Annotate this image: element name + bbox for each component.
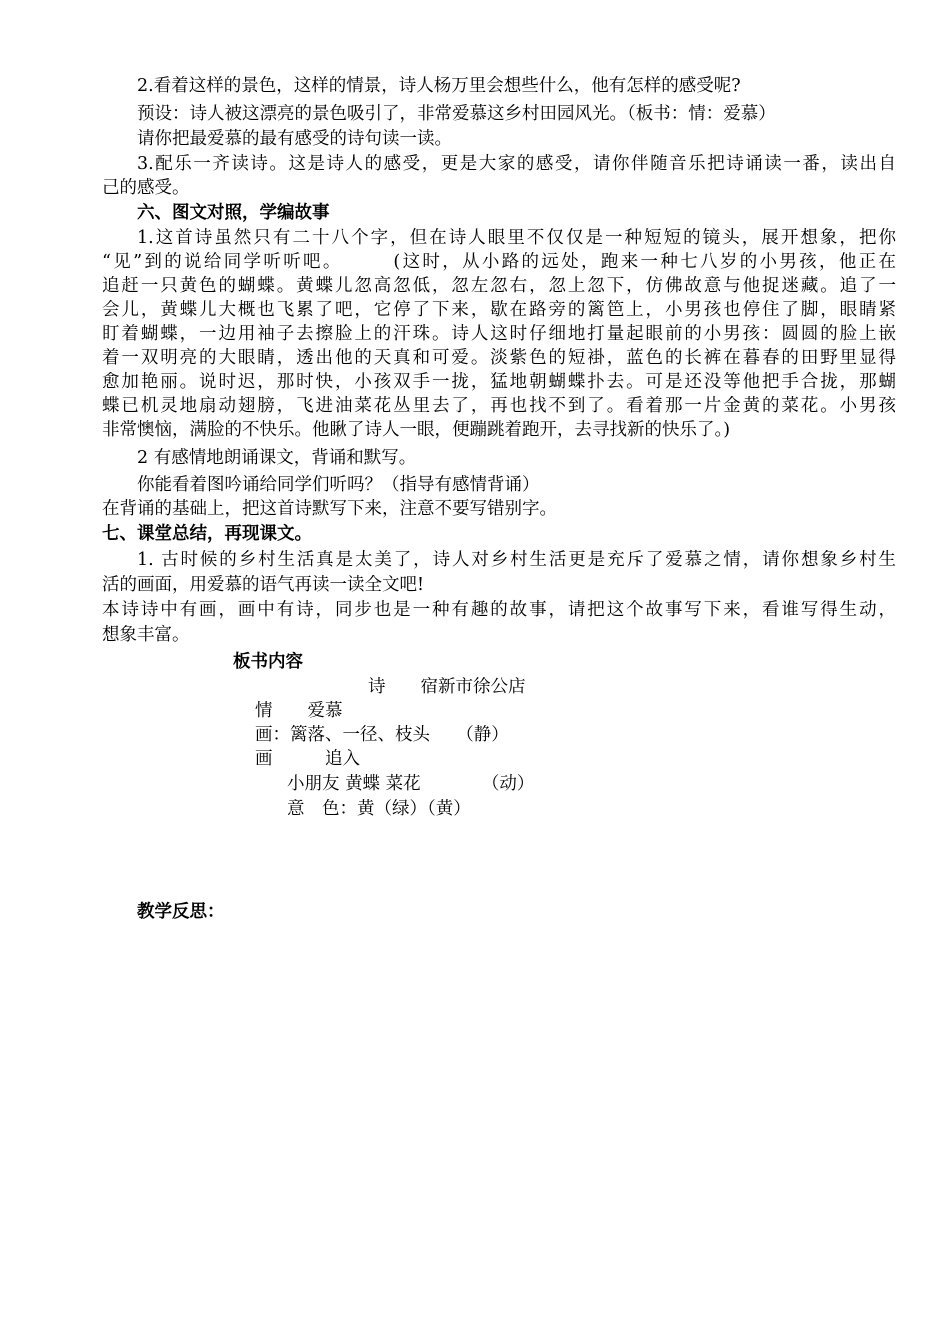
- item-2-sub: 你能看着图吟诵给同学们听吗？（指导有感情背诵）: [137, 475, 540, 495]
- story-line-1: 1.这首诗虽然只有二十八个字，但在诗人眼里不仅仅是一种短短的镜头，展开想象，把你: [137, 228, 896, 248]
- board-title: 诗 宿新市徐公店: [368, 677, 526, 697]
- section-7-heading: 七、课堂总结，再现课文。: [102, 524, 312, 544]
- story-line-9: 非常懊恼，满脸的不快乐。他瞅了诗人一眼，便蹦跳着跑开，去寻找新的快乐了。): [102, 420, 731, 440]
- read-best-lines: 请你把最爱慕的最有感受的诗句读一读。: [137, 129, 452, 149]
- reflection-heading: 教学反思：: [137, 902, 225, 922]
- board-dynamic: 小朋友 黄蝶 菜花 （动）: [287, 774, 535, 794]
- summary-line-3: 本诗诗中有画，画中有诗，同步也是一种有趣的故事，请把这个故事写下来，看谁写得生动，: [102, 600, 896, 620]
- board-qing: 情 爱慕: [255, 701, 343, 721]
- story-line-2: “见”到的说给同学听听吧。 (这时，从小路的远处，跑来一种七八岁的小男孩，他正在: [102, 252, 896, 272]
- section-6-heading: 六、图文对照，学编故事: [137, 203, 330, 223]
- item-2: 2 有感情地朗诵课文，背诵和默写。: [137, 448, 417, 468]
- summary-line-1: 1. 古时候的乡村生活真是太美了，诗人对乡村生活更是充斥了爱慕之情，请你想象乡村生: [137, 550, 896, 570]
- board-heading: 板书内容: [233, 652, 303, 672]
- story-line-5: 盯着蝴蝶，一边用袖子去擦脸上的汗珠。诗人这时仔细地打量起眼前的小男孩：圆圆的脸上嵌: [102, 324, 896, 344]
- story-line-8: 蝶已机灵地扇动翅膀，飞进油菜花丛里去了，再也找不到了。看着那一片金黄的菜花。小男孩: [102, 396, 896, 416]
- board-hua: 画：篱落、一径、枝头 （静）: [255, 725, 509, 745]
- preset-answer: 预设：诗人被这漂亮的景色吸引了，非常爱慕这乡村田园风光。（板书：情：爱慕）: [137, 104, 776, 124]
- question-2: 2.看着这样的景色，这样的情景，诗人杨万里会想些什么，他有怎样的感受呢?: [137, 76, 741, 96]
- story-line-3: 追赶一只黄色的蝴蝶。黄蝶儿忽高忽低，忽左忽右，忽上忽下，仿佛故意与他捉迷藏。追了一: [102, 276, 896, 296]
- question-3-line2: 己的感受。: [102, 178, 190, 198]
- summary-line-4: 想象丰富。: [102, 625, 190, 645]
- story-line-4: 会儿，黄蝶儿大概也飞累了吧，它停了下来，歇在路旁的篱笆上，小男孩也停住了脚，眼睛紧: [102, 300, 896, 320]
- board-hua-2: 画 追入: [255, 749, 360, 769]
- story-line-6: 着一双明亮的大眼睛，透出他的天真和可爱。淡紫色的短褂，蓝色的长裤在暮春的田野里显得: [102, 348, 896, 368]
- board-color: 意 色：黄（绿）（黄）: [287, 799, 471, 819]
- story-line-7: 愈加艳丽。说时迟，那时快，小孩双手一拢，猛地朝蝴蝶扑去。可是还没等他把手合拢，那蝴: [102, 372, 896, 392]
- question-3-line1: 3.配乐一齐读诗。这是诗人的感受，更是大家的感受，请你伴随音乐把诗诵读一番，读出自: [137, 154, 896, 174]
- summary-line-2: 活的画面，用爱慕的语气再读一读全文吧!: [102, 575, 425, 595]
- item-2-write: 在背诵的基础上，把这首诗默写下来，注意不要写错别字。: [102, 499, 557, 519]
